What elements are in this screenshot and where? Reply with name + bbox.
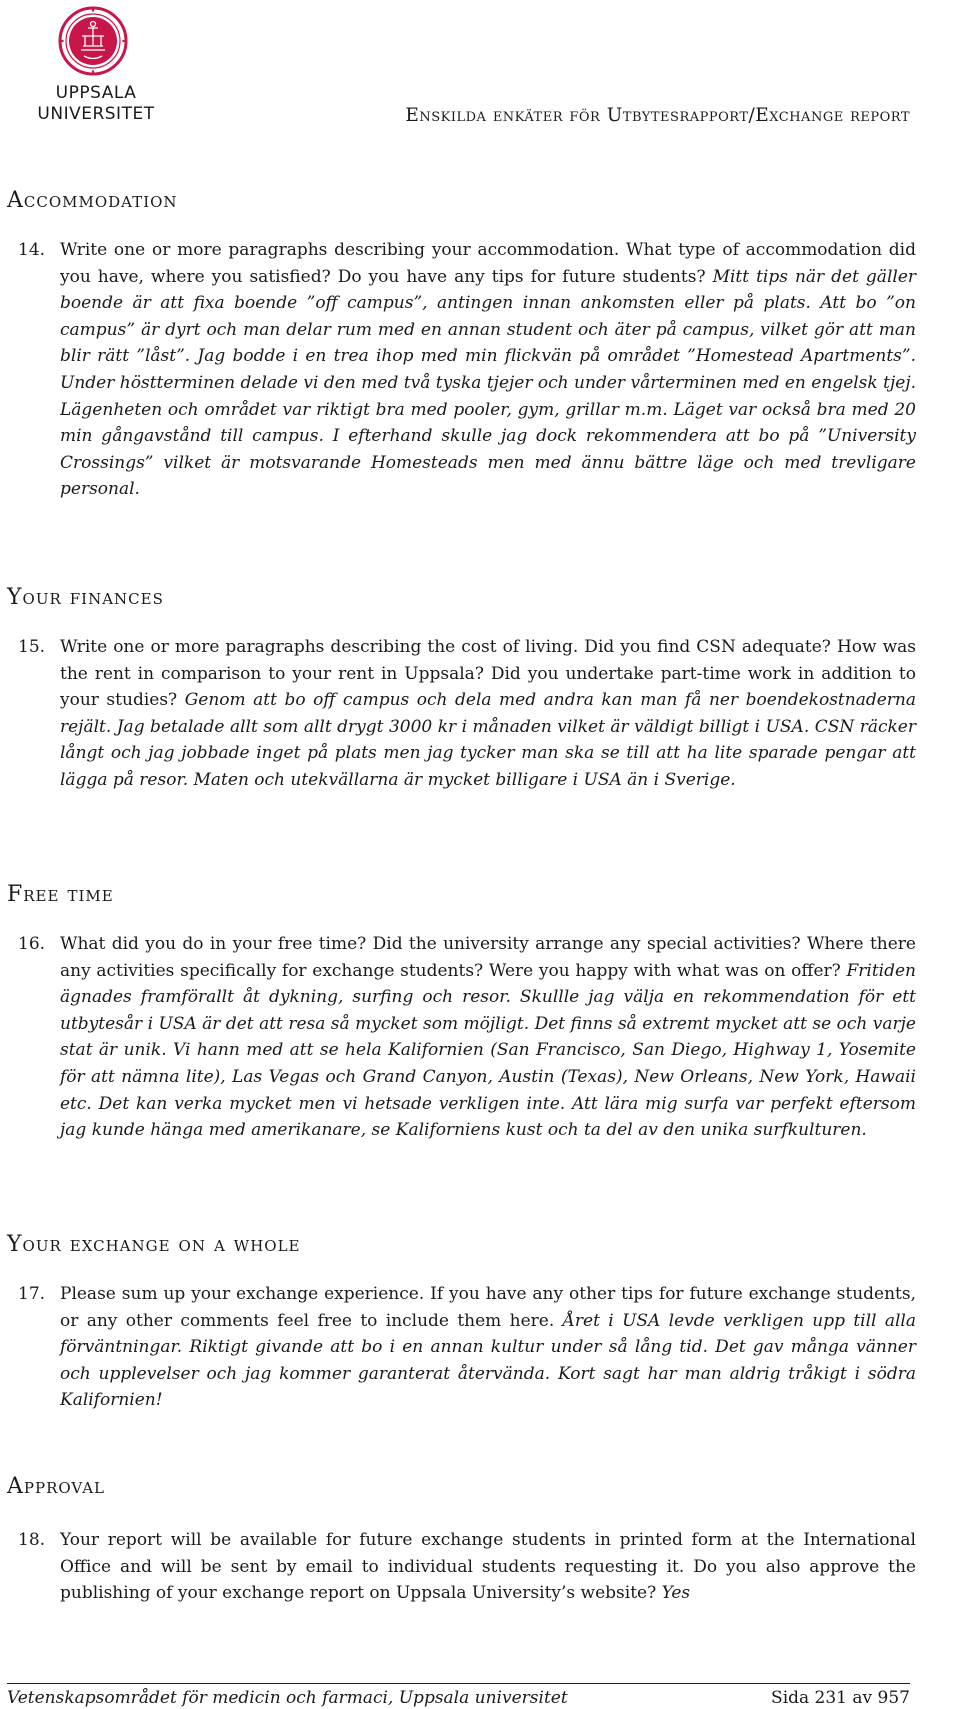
question-17 <box>18 1281 916 1414</box>
question-15 <box>18 634 916 794</box>
section-heading-accommodation: Accommodation <box>7 188 178 213</box>
answer-text: Yes <box>661 1583 691 1604</box>
question-body <box>60 634 916 794</box>
answer-text: Mitt tips när det gäller boende är att fixa boende ”off campus”, antingen innan ankomsten eller på plats. Att bo ”on campus” är dyrt och man delar rum med en annan student och äter på campus, vilket gör att man blir rätt ”låst”. Jag bodde i en trea ihop med min flickvän på området ”Homestead Apartments”. Under höstterminen delade vi den med två tyska tjejer och under vårterminen med en engelsk tjej. Lägenheten och området var riktigt bra med pooler, gym, grillar m.m. Läget var också bra med 20 min gångavstånd till campus. I efterhand skulle jag dock rekommendera att bo på ”University Crossings” vilket är motsvarande Homesteads men med ännu bättre läge och med trevligare personal. <box>60 266 917 500</box>
answer-text: Genom att bo off campus och dela med andra kan man få ner boendekostnaderna rejält. Jag betalade allt som allt drygt 3000 kr i månaden vilket är väldigt billigt i USA. CSN räcker långt och jag jobbade inget på plats men jag tycker man ska se till att ha lite sparade pengar att lägga på resor. Maten och utekvällarna är mycket billigare i USA än i Sverige. <box>60 690 917 790</box>
question-16 <box>18 931 916 1144</box>
page-header-title: Enskilda enkäter för Utbytesrapport/Exchange report <box>405 105 910 126</box>
question-14 <box>18 237 916 503</box>
question-number: 14. <box>18 240 46 260</box>
page-footer <box>7 1683 910 1708</box>
answer-text: Fritiden ägnades framförallt åt dykning, surfing och resor. Skullle jag välja en rekommendation för ett utbytesår i USA är det att resa så mycket som möjligt. Det finns så extremt mycket att se och varje stat är unik. Vi hann med att se hela Kalifornien (San Francisco, San Diego, Highway 1, Yosemite för att nämna lite), Las Vegas och Grand Canyon, Austin (Texas), New Orleans, New York, Hawaii etc. Det kan verka mycket men vi hetsade verkligen inte. Att lära mig surfa var perfekt eftersom jag kunde hänga med amerikanare, se Kaliforniens kust och ta del av den unika surfkulturen. <box>60 960 917 1141</box>
section-heading-finances: Your finances <box>7 585 164 610</box>
footer-faculty: Vetenskapsområdet för medicin och farmaci, Uppsala universitet <box>7 1688 568 1708</box>
question-body <box>60 237 916 503</box>
question-text: What did you do in your free time? Did the university arrange any special activities? Where there any activities specifically for exchange students? Were you happy with what was on offer? <box>60 934 916 981</box>
question-18 <box>18 1527 916 1607</box>
university-name <box>6 83 186 125</box>
question-number: 18. <box>18 1530 46 1550</box>
question-text: Your report will be available for future exchange students in printed form at the International Office and will be sent by email to individual students requesting it. Do you also approve the publishing of your exchange report on Uppsala University’s website? <box>60 1530 916 1604</box>
university-name-line1: UPPSALA <box>55 83 137 103</box>
question-number: 15. <box>18 637 46 657</box>
question-body <box>60 1281 916 1414</box>
question-body <box>60 931 916 1144</box>
question-number: 17. <box>18 1284 46 1304</box>
university-name-line2: UNIVERSITET <box>37 104 155 124</box>
answer-text: Året i USA levde verkligen upp till alla förväntningar. Riktigt givande att bo i en annan kultur under så lång tid. Det gav många vänner och upplevelser och jag kommer garanterat återvända. Kort sagt har man aldrig tråkigt i södra Kalifornien! <box>60 1310 916 1411</box>
section-heading-exchange-whole: Your exchange on a whole <box>7 1232 301 1257</box>
question-text: Write one or more paragraphs describing the cost of living. Did you find CSN adequate? How was the rent in comparison to your rent in Uppsala? Did you undertake part-time work in addition to your studies? <box>60 637 916 711</box>
footer-page-number: Sida 231 av 957 <box>771 1688 910 1708</box>
section-heading-free-time: Free time <box>7 882 114 907</box>
question-text: Please sum up your exchange experience. If you have any other tips for future exchange students, or any other comments feel free to include them here. <box>60 1284 916 1331</box>
university-seal-logo <box>58 6 128 76</box>
question-number: 16. <box>18 934 46 954</box>
question-text: Write one or more paragraphs describing your accommodation. What type of accommodation did you have, where you satisfied? Do you have any tips for future students? <box>60 240 916 287</box>
question-body <box>60 1527 916 1607</box>
section-heading-approval: Approval <box>7 1474 106 1499</box>
